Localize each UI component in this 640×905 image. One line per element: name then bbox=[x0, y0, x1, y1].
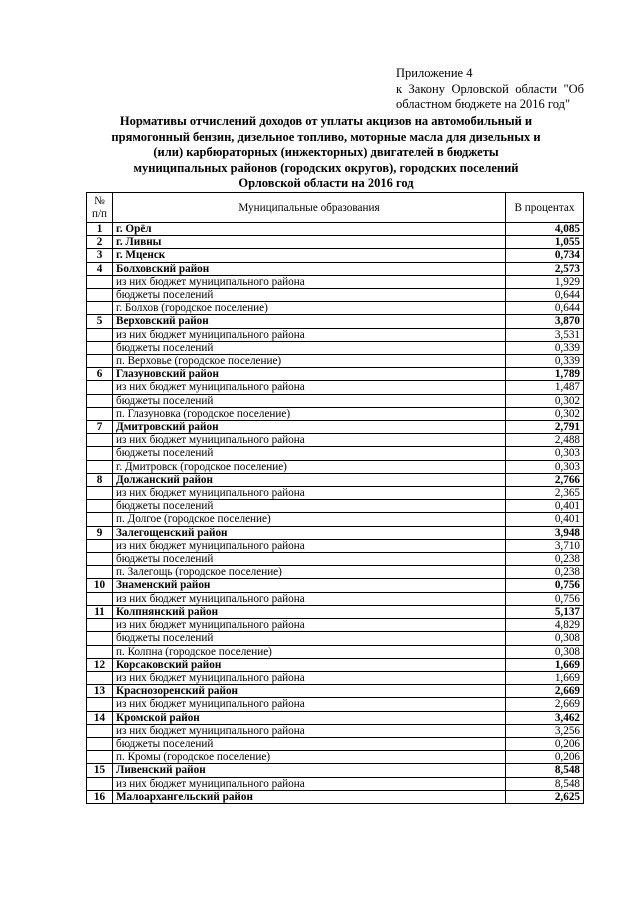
row-percent: 1,669 bbox=[506, 658, 584, 671]
table-row bbox=[87, 553, 584, 566]
table-body bbox=[87, 223, 584, 804]
row-percent: 2,488 bbox=[506, 434, 584, 447]
table-row bbox=[87, 645, 584, 658]
row-number bbox=[87, 539, 113, 552]
row-municipality: Залегощенский район bbox=[113, 526, 506, 539]
row-percent: 0,756 bbox=[506, 579, 584, 592]
row-number: 16 bbox=[87, 790, 113, 803]
row-municipality: г. Дмитровск (городское поселение) bbox=[113, 460, 506, 473]
row-municipality: бюджеты поселений bbox=[113, 447, 506, 460]
row-percent: 0,206 bbox=[506, 751, 584, 764]
row-municipality: из них бюджет муниципального района bbox=[113, 487, 506, 500]
title-line-4: муниципальных районов (городских округов), городских поселений bbox=[133, 160, 519, 175]
row-municipality: бюджеты поселений bbox=[113, 394, 506, 407]
row-municipality: бюджеты поселений bbox=[113, 500, 506, 513]
row-percent: 1,929 bbox=[506, 275, 584, 288]
table-row bbox=[87, 764, 584, 777]
row-percent: 0,756 bbox=[506, 592, 584, 605]
row-number bbox=[87, 460, 113, 473]
row-percent: 0,238 bbox=[506, 553, 584, 566]
row-municipality: п. Кромы (городское поселение) bbox=[113, 751, 506, 764]
row-number bbox=[87, 777, 113, 790]
row-number: 1 bbox=[87, 223, 113, 236]
row-municipality: Кромской район bbox=[113, 711, 506, 724]
row-percent: 2,573 bbox=[506, 262, 584, 275]
row-percent: 0,308 bbox=[506, 645, 584, 658]
title-line-1: Нормативы отчислений доходов от уплаты акцизов на автомобильный и bbox=[119, 114, 533, 128]
row-municipality: Колпнянский район bbox=[113, 605, 506, 618]
row-number: 11 bbox=[87, 605, 113, 618]
row-municipality: Болховский район bbox=[113, 262, 506, 275]
row-number: 5 bbox=[87, 315, 113, 328]
row-percent: 0,302 bbox=[506, 394, 584, 407]
norms-table bbox=[86, 192, 584, 804]
table-row bbox=[87, 315, 584, 328]
row-number: 8 bbox=[87, 473, 113, 486]
table-row bbox=[87, 460, 584, 473]
row-number bbox=[87, 513, 113, 526]
header-number-symbol: № bbox=[94, 195, 105, 207]
table-row bbox=[87, 632, 584, 645]
row-percent: 0,206 bbox=[506, 737, 584, 750]
table-header-row bbox=[87, 193, 584, 223]
title-line-2: прямогонный бензин, дизельное топливо, моторные масла для дизельных и bbox=[111, 129, 541, 144]
table-row bbox=[87, 671, 584, 684]
row-municipality: Ливенский район bbox=[113, 764, 506, 777]
table-row bbox=[87, 711, 584, 724]
table-row bbox=[87, 407, 584, 420]
header-number-abbr: п/п bbox=[91, 207, 108, 220]
row-percent: 3,710 bbox=[506, 539, 584, 552]
row-percent: 0,303 bbox=[506, 460, 584, 473]
table-row bbox=[87, 394, 584, 407]
table-row bbox=[87, 605, 584, 618]
row-number bbox=[87, 724, 113, 737]
row-number bbox=[87, 407, 113, 420]
table-row bbox=[87, 566, 584, 579]
appendix-line-2: к Закону Орловской области "Об bbox=[396, 81, 584, 96]
row-percent: 5,137 bbox=[506, 605, 584, 618]
row-number bbox=[87, 447, 113, 460]
table-row bbox=[87, 539, 584, 552]
row-percent: 0,339 bbox=[506, 341, 584, 354]
row-number bbox=[87, 487, 113, 500]
row-percent: 4,829 bbox=[506, 619, 584, 632]
row-percent: 2,365 bbox=[506, 487, 584, 500]
table-row bbox=[87, 289, 584, 302]
row-number: 10 bbox=[87, 579, 113, 592]
table-row bbox=[87, 434, 584, 447]
table-row bbox=[87, 223, 584, 236]
row-number bbox=[87, 500, 113, 513]
row-municipality: из них бюджет муниципального района bbox=[113, 671, 506, 684]
row-number bbox=[87, 302, 113, 315]
row-percent: 2,669 bbox=[506, 685, 584, 698]
row-number bbox=[87, 289, 113, 302]
row-percent: 1,789 bbox=[506, 368, 584, 381]
table-row bbox=[87, 341, 584, 354]
table-row bbox=[87, 328, 584, 341]
table-row bbox=[87, 500, 584, 513]
row-number bbox=[87, 751, 113, 764]
row-number: 12 bbox=[87, 658, 113, 671]
row-number bbox=[87, 394, 113, 407]
row-number bbox=[87, 671, 113, 684]
row-percent: 3,256 bbox=[506, 724, 584, 737]
row-number: 4 bbox=[87, 262, 113, 275]
table-row bbox=[87, 275, 584, 288]
table-row bbox=[87, 381, 584, 394]
row-percent: 1,669 bbox=[506, 671, 584, 684]
row-number bbox=[87, 553, 113, 566]
row-percent: 0,302 bbox=[506, 407, 584, 420]
row-municipality: Корсаковский район bbox=[113, 658, 506, 671]
row-municipality: Глазуновский район bbox=[113, 368, 506, 381]
row-percent: 0,238 bbox=[506, 566, 584, 579]
row-municipality: из них бюджет муниципального района bbox=[113, 434, 506, 447]
row-municipality: бюджеты поселений bbox=[113, 632, 506, 645]
row-percent: 0,308 bbox=[506, 632, 584, 645]
row-number bbox=[87, 434, 113, 447]
row-number: 6 bbox=[87, 368, 113, 381]
appendix-line-3: областном бюджете на 2016 год" bbox=[396, 97, 571, 111]
row-number: 9 bbox=[87, 526, 113, 539]
row-municipality: п. Колпна (городское поселение) bbox=[113, 645, 506, 658]
row-percent: 0,339 bbox=[506, 355, 584, 368]
row-municipality: бюджеты поселений bbox=[113, 737, 506, 750]
row-municipality: из них бюджет муниципального района bbox=[113, 381, 506, 394]
row-municipality: из них бюджет муниципального района bbox=[113, 698, 506, 711]
row-municipality: п. Залегощь (городское поселение) bbox=[113, 566, 506, 579]
row-number: 14 bbox=[87, 711, 113, 724]
row-municipality: Краснозоренский район bbox=[113, 685, 506, 698]
row-number: 2 bbox=[87, 236, 113, 249]
table-row bbox=[87, 698, 584, 711]
row-percent: 3,531 bbox=[506, 328, 584, 341]
row-municipality: г. Ливны bbox=[113, 236, 506, 249]
row-number bbox=[87, 566, 113, 579]
row-municipality: г. Орёл bbox=[113, 223, 506, 236]
row-municipality: бюджеты поселений bbox=[113, 289, 506, 302]
header-percent: В процентах bbox=[506, 193, 584, 223]
table-row bbox=[87, 355, 584, 368]
row-municipality: из них бюджет муниципального района bbox=[113, 275, 506, 288]
table-row bbox=[87, 368, 584, 381]
row-number bbox=[87, 328, 113, 341]
row-municipality: Дмитровский район bbox=[113, 421, 506, 434]
row-number bbox=[87, 698, 113, 711]
row-municipality: из них бюджет муниципального района bbox=[113, 777, 506, 790]
row-municipality: п. Верховье (городское поселение) bbox=[113, 355, 506, 368]
row-percent: 2,669 bbox=[506, 698, 584, 711]
row-number bbox=[87, 619, 113, 632]
table-row bbox=[87, 526, 584, 539]
table-row bbox=[87, 447, 584, 460]
row-percent: 1,487 bbox=[506, 381, 584, 394]
row-number bbox=[87, 355, 113, 368]
table-row bbox=[87, 790, 584, 803]
table-row bbox=[87, 724, 584, 737]
row-municipality: Малоархангельский район bbox=[113, 790, 506, 803]
row-number bbox=[87, 632, 113, 645]
row-number: 15 bbox=[87, 764, 113, 777]
row-percent: 2,766 bbox=[506, 473, 584, 486]
table-row bbox=[87, 658, 584, 671]
row-percent: 3,870 bbox=[506, 315, 584, 328]
table-row bbox=[87, 579, 584, 592]
header-municipality: Муниципальные образования bbox=[113, 193, 506, 223]
row-municipality: п. Глазуновка (городское поселение) bbox=[113, 407, 506, 420]
table-row bbox=[87, 487, 584, 500]
row-municipality: из них бюджет муниципального района bbox=[113, 539, 506, 552]
header-number bbox=[87, 193, 113, 223]
row-percent: 8,548 bbox=[506, 764, 584, 777]
row-number bbox=[87, 275, 113, 288]
title-line-3: (или) карбюраторных (инжекторных) двигателей в бюджеты bbox=[153, 145, 499, 160]
table-row bbox=[87, 751, 584, 764]
table-row bbox=[87, 421, 584, 434]
row-municipality: г. Болхов (городское поселение) bbox=[113, 302, 506, 315]
row-municipality: из них бюджет муниципального района bbox=[113, 724, 506, 737]
row-percent: 3,948 bbox=[506, 526, 584, 539]
appendix-line-1: Приложение 4 bbox=[396, 66, 473, 80]
table-row bbox=[87, 513, 584, 526]
row-municipality: из них бюджет муниципального района bbox=[113, 592, 506, 605]
row-number bbox=[87, 592, 113, 605]
row-number bbox=[87, 381, 113, 394]
table-row bbox=[87, 236, 584, 249]
row-percent: 0,401 bbox=[506, 500, 584, 513]
document-title bbox=[80, 114, 572, 192]
row-number bbox=[87, 645, 113, 658]
row-number: 13 bbox=[87, 685, 113, 698]
appendix-reference bbox=[396, 66, 584, 113]
table-row bbox=[87, 302, 584, 315]
row-percent: 3,462 bbox=[506, 711, 584, 724]
row-municipality: Должанский район bbox=[113, 473, 506, 486]
row-municipality: Знаменский район bbox=[113, 579, 506, 592]
row-municipality: из них бюджет муниципального района bbox=[113, 619, 506, 632]
table-row bbox=[87, 473, 584, 486]
row-percent: 0,644 bbox=[506, 289, 584, 302]
row-number: 7 bbox=[87, 421, 113, 434]
row-percent: 1,055 bbox=[506, 236, 584, 249]
row-municipality: Верховский район bbox=[113, 315, 506, 328]
row-number bbox=[87, 341, 113, 354]
row-percent: 0,644 bbox=[506, 302, 584, 315]
table-row bbox=[87, 685, 584, 698]
row-percent: 0,303 bbox=[506, 447, 584, 460]
row-number: 3 bbox=[87, 249, 113, 262]
row-percent: 4,085 bbox=[506, 223, 584, 236]
table-row bbox=[87, 737, 584, 750]
row-percent: 0,401 bbox=[506, 513, 584, 526]
title-line-5: Орловской области на 2016 год bbox=[238, 176, 414, 191]
row-municipality: из них бюджет муниципального района bbox=[113, 328, 506, 341]
table-row bbox=[87, 619, 584, 632]
row-percent: 0,734 bbox=[506, 249, 584, 262]
table-row bbox=[87, 262, 584, 275]
row-percent: 8,548 bbox=[506, 777, 584, 790]
row-number bbox=[87, 737, 113, 750]
table-row bbox=[87, 249, 584, 262]
table-row bbox=[87, 777, 584, 790]
table-row bbox=[87, 592, 584, 605]
row-municipality: п. Долгое (городское поселение) bbox=[113, 513, 506, 526]
row-percent: 2,625 bbox=[506, 790, 584, 803]
row-municipality: бюджеты поселений bbox=[113, 341, 506, 354]
row-municipality: г. Мценск bbox=[113, 249, 506, 262]
row-municipality: бюджеты поселений bbox=[113, 553, 506, 566]
row-percent: 2,791 bbox=[506, 421, 584, 434]
